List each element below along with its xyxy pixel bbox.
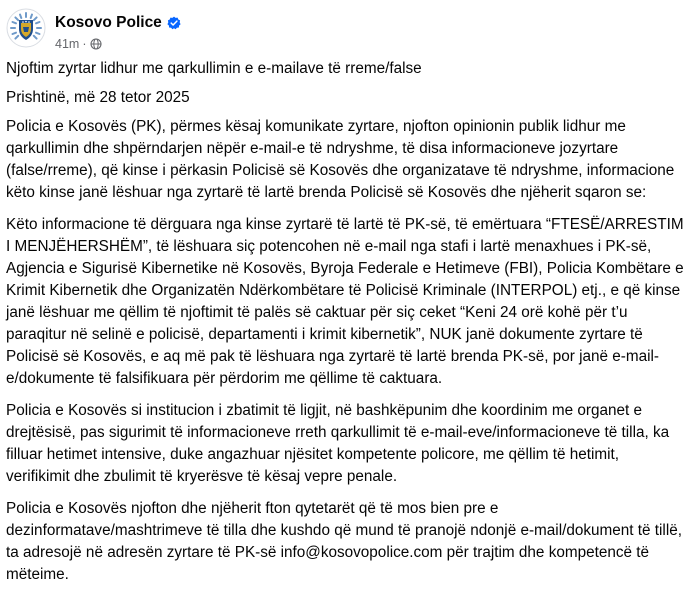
post-paragraph-details: Këto informacione të dërguara nga kinse zyrtarë të lartë të PK-së, të emërtuara “FTESË/ARRESTIM I MENJËHERSHËM”, të lëshuara siç potencohen në e-mail nga stafi i lartë menaxhues i PK-së, Agjencia e Sigurisë Kibernetike në Kosovës, Byroja Federale e Hetimeve (FBI), Policia Kombëtare e Krimit Kibernetik dhe Organizatën Ndërkombëtare të Policisë Kriminale (INTERPOL) etj., e që kinse janë lëshuar me qëllim të njoftimit të palës së caktuar për siç ceket “Keni 24 orë kohë për t’u paraqitur në selinë e policisë, departamenti i krimit kibernetik”, NUK janë dokumente zyrtare të Policisë së Kosovës, e aq më pak të lëshuara nga zyrtarë të lartë brenda PK-së, por janë e-mail-e/dokumente të falsifikuara për përdorim me qëllime të caktuara.	[6, 216, 684, 387]
post-header	[6, 8, 181, 56]
post-paragraph-intro: Policia e Kosovës (PK), përmes kësaj komunikate zyrtare, njofton opinionin publik lidhur me qarkullimin dhe shpërndarjen nëpër e-mail-e të ndryshme, të disa informacioneve jozyrtare (false/rreme), që kinse i përkasin Policisë së Kosovës dhe organizatave të ndryshme, informacione këto kinse janë lëshuar nga zyrtarë të lartë brenda Policisë së Kosovës dhe njëherit sqaron se:	[6, 118, 675, 201]
post-meta	[55, 13, 181, 52]
post-paragraph-warning: Policia e Kosovës njofton dhe njëherit fton qytetarët që të mos bien pre e dezinformatave/mashtrimeve të tilla dhe kushdo që mund të pranojë ndonjë e-mail/dokument të tillë, ta adresojë në adresën zyrtare të PK-së info@kosovopolice.com për trajtim dhe kompetencë të mëteime.	[6, 500, 682, 583]
verified-badge-icon	[167, 16, 181, 30]
globe-icon[interactable]	[90, 38, 102, 50]
page-name-link[interactable]: Kosovo Police	[55, 14, 162, 31]
post-subtitle	[55, 36, 181, 52]
post-title-paragraph: Njoftim zyrtar lidhur me qarkullimin e e-mailave të rreme/false	[6, 60, 422, 77]
post-timestamp-link[interactable]: 41m	[55, 37, 80, 51]
separator-dot: ·	[82, 37, 87, 51]
kosovo-police-emblem-icon[interactable]	[6, 8, 46, 48]
author-row	[55, 13, 181, 33]
post-paragraph-investigation: Policia e Kosovës si institucion i zbatimit të ligjit, në bashkëpunim dhe koordinim me organet e drejtësisë, pas sigurimit të informacioneve rreth qarkullimit të e-mail-eve/informacioneve të tilla, ka filluar hetimet intensive, duke angazhuar njësitet kompetente policore, me qëllim të hetimit, verifikimit dhe zbulimit të kryerësve të kësaj vepre penale.	[6, 402, 670, 485]
post-message	[6, 58, 684, 596]
post-date-paragraph: Prishtinë, më 28 tetor 2025	[6, 89, 190, 106]
